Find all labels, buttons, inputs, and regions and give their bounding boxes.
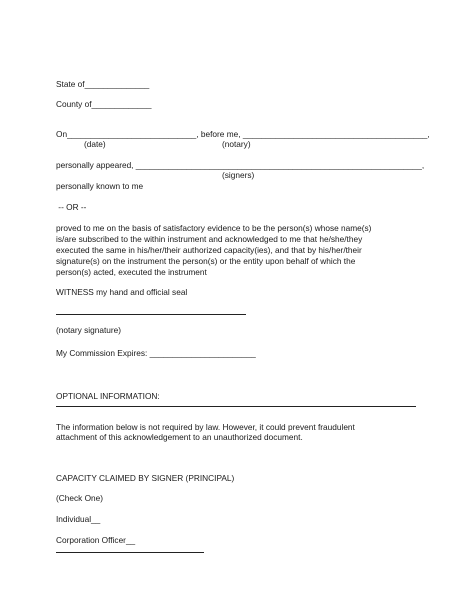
individual-option: Individual__: [56, 514, 101, 524]
county-line: County of_____________: [56, 99, 152, 109]
signers-label: (signers): [222, 170, 255, 180]
notary-signature-rule: [56, 314, 246, 315]
personally-appeared-line: personally appeared, ______________________________________________________________,: [56, 160, 425, 170]
proof-text-line: signature(s) on the instrument the person(s) or the entity upon behalf of which the: [56, 256, 356, 266]
proof-text-line: proved to me on the basis of satisfactory evidence to be the person(s) whose name(s): [56, 223, 372, 233]
proof-text-line: executed the same in his/her/their authorized capacity(ies), and that by his/her/their: [56, 245, 362, 255]
state-line: State of______________: [56, 79, 150, 89]
personally-known-text: personally known to me: [56, 181, 144, 191]
corporation-officer-rule: [56, 552, 204, 553]
check-one-label: (Check One): [56, 493, 104, 503]
optional-information-rule: [56, 406, 416, 407]
proof-text-line: person(s) acted, executed the instrument: [56, 267, 207, 277]
corporation-officer-option: Corporation Officer__: [56, 535, 136, 545]
info-text-line: The information below is not required by law. However, it could prevent fraudulent: [56, 422, 355, 432]
optional-information-heading: OPTIONAL INFORMATION:: [56, 391, 160, 401]
or-separator: -- OR --: [56, 202, 87, 212]
commission-expires-line: My Commission Expires: _______________________: [56, 348, 256, 358]
capacity-heading: CAPACITY CLAIMED BY SIGNER (PRINCIPAL): [56, 473, 235, 483]
witness-text: WITNESS my hand and official seal: [56, 287, 188, 297]
info-text-line: attachment of this acknowledgement to an unauthorized document.: [56, 432, 303, 442]
notary-signature-label: (notary signature): [56, 325, 122, 335]
date-label: (date): [84, 139, 106, 149]
notary-label: (notary): [222, 139, 251, 149]
on-date-notary-line: On____________________________, before me, ________________________________________,: [56, 129, 430, 139]
proof-text-line: is/are subscribed to the within instrument and acknowledged to me that he/she/they: [56, 234, 363, 244]
